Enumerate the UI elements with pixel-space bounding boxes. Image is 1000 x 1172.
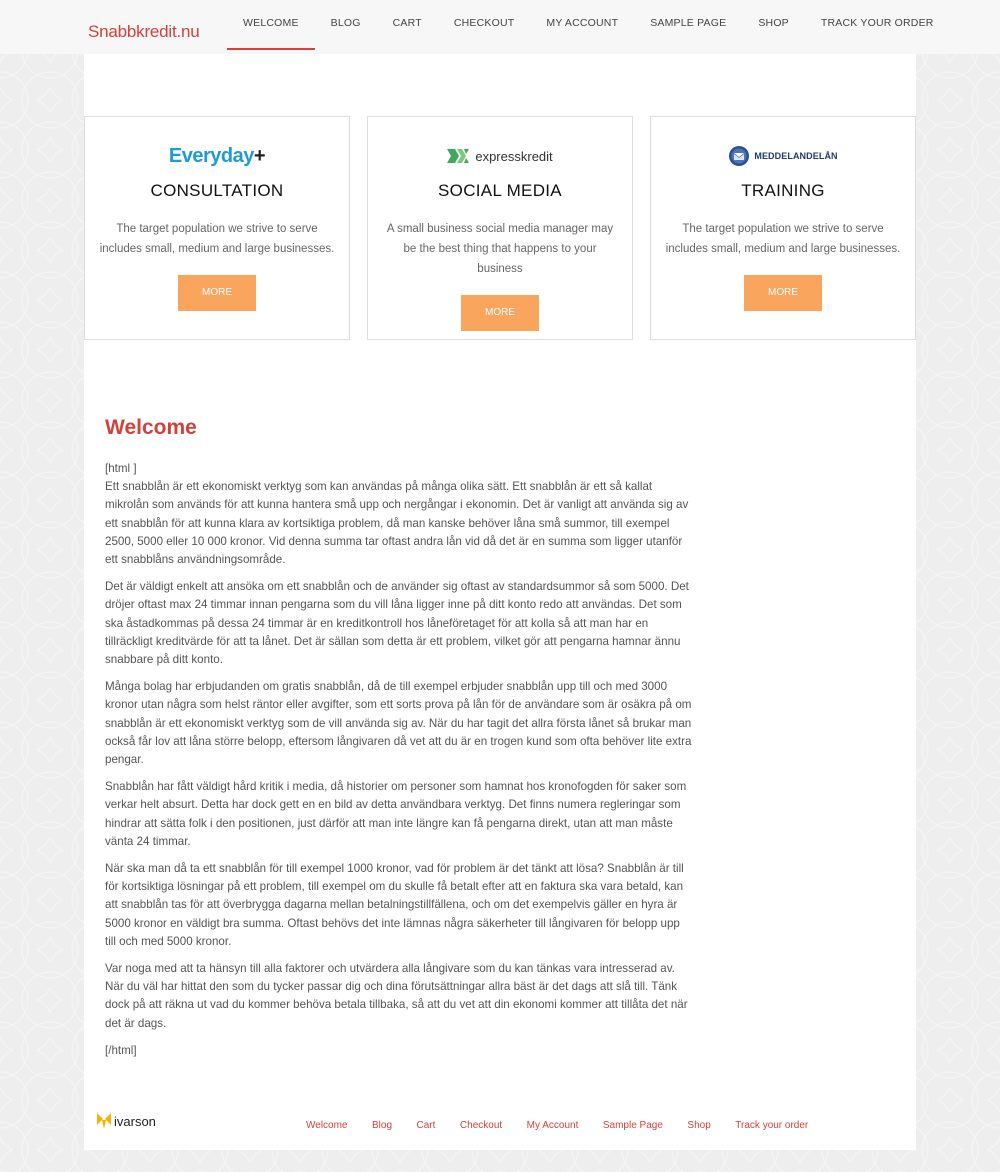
feature-cards: [84, 116, 916, 340]
meddelandelan-logo: [651, 143, 915, 169]
nav-item-track-your-order[interactable]: TRACK YOUR ORDER: [820, 17, 934, 29]
expresskredit-logo: [368, 143, 632, 169]
main-nav: [227, 0, 950, 54]
footer-link-cart[interactable]: Cart: [416, 1120, 436, 1131]
nav-item-my-account[interactable]: MY ACCOUNT: [546, 17, 619, 29]
more-button[interactable]: MORE: [744, 275, 822, 311]
footer-logo[interactable]: [97, 1113, 156, 1129]
nav-item-cart[interactable]: CART: [392, 17, 422, 29]
ivarson-mark-icon: [97, 1113, 111, 1129]
nav-item-welcome[interactable]: WELCOME: [227, 0, 315, 50]
article-paragraph: Många bolag har erbjudanden om gratis snabblån, då de till exempel erbjuder snabblån upp till och med 3000 kronor utan några som helst räntor eller avgifter, som ett sorts prova på lån för de användare som är osäkra på om snabblån är ett ekonomiskt verktyg som de vill använda sig av. När du har tagit det allra första lånet så brukar man också får lov att låna större belopp, eftersom långivaren då vet att du är en trogen kund som ofta behöver lite extra pengar.: [105, 680, 692, 767]
footer-link-track-your-order[interactable]: Track your order: [735, 1120, 809, 1131]
more-button[interactable]: MORE: [461, 295, 539, 331]
nav-item-shop[interactable]: SHOP: [758, 17, 789, 29]
top-bar: [0, 0, 1000, 54]
page-title: Welcome: [105, 416, 197, 439]
nav-item-sample-page[interactable]: SAMPLE PAGE: [650, 17, 727, 29]
article-paragraph: När ska man då ta ett snabblån för till exempel 1000 kronor, vad för problem är det tänkt att lösa? Snabblån är till för kortsiktiga lösningar på ett problem, till exempel om du skulle få betalt efter att en faktura ska vara betald, kan att snabblån tas för att överbrygga dagarna mellan betalningstillfällena, och om det exempelvis gäller en hyra är 5000 kronor en väldigt bra summa. Oftast behövs det inte lämnas några säkerheter till långivaren för belopp upp till och med 5000 kronor.: [105, 862, 684, 948]
more-button[interactable]: MORE: [178, 275, 256, 311]
footer-logo-text: ivarson: [114, 1113, 156, 1129]
article-body: [105, 460, 693, 1069]
card-title: TRAINING: [741, 181, 825, 200]
expresskredit-logo-text: expresskredit: [475, 148, 553, 164]
footer-link-sample-page[interactable]: Sample Page: [602, 1120, 663, 1131]
everyday-plus-logo: [85, 143, 349, 169]
nav-item-blog[interactable]: BLOG: [330, 17, 361, 29]
article-paragraph: Var noga med att ta hänsyn till alla faktorer och utvärdera alla långivare som du kan tänkas vara intresserad av. När du väl har hittat den som du tycker passar dig och dina förutsättningar allra bäst är det dags att slå till. Tänk dock på att räkna ut vad du kommer behöva betala tillbaka, så att du vet att din ekonomi kommer att tillåta det när det är dags.: [105, 962, 688, 1030]
envelope-badge-icon: [728, 145, 750, 167]
article-paragraph: Snabblån har fått väldigt hård kritik i media, då historier om personer som hamnat hos kronofogden för saker som verkar helt absurt. Detta har dock gett en en bild av detta användbara verktyg. Det finns numera regleringar som hindrar att sätta folk i den positionen, just därför att man inte längre kan få pengarna direkt, utan att man måste vänta 24 timmar.: [105, 780, 687, 848]
article-paragraph: Det är väldigt enkelt att ansöka om ett snabblån och de använder sig oftast av standardsummor så som 5000. Det dröjer oftast max 24 timmar innan pengarna som du vill låna ligger inne på ditt konto redo att användas. Det som ska åstadkommas på dessa 24 timmar är en kreditkontroll hos låneföretaget för att kolla så att man har en tillräckligt kreditvärde för att ta lånet. Det är sällan som detta är ett problem, vilket gör att pengarna hamnar ännu snabbare på ditt konto.: [105, 580, 689, 667]
footer-link-shop[interactable]: Shop: [687, 1120, 711, 1131]
card-description: The target population we strive to serve includes small, medium and large businesses.: [99, 223, 335, 255]
everyday-logo-text: Everyday: [168, 144, 254, 167]
main-content: [84, 54, 916, 1150]
article-paragraph: [/html]: [105, 1043, 137, 1057]
nav-item-checkout[interactable]: CHECKOUT: [453, 17, 515, 29]
footer-link-welcome[interactable]: Welcome: [306, 1120, 348, 1131]
card-social-media: [367, 116, 633, 340]
article-paragraph: [html ] Ett snabblån är ett ekonomiskt verktyg som kan användas på många olika sätt. Ett snabblån är ett så kallat mikrolån som används för att kunna hantera små upp och nergångar i ekonomin. Det är vanligt att använda sig av ett snabblån för att kunna klara av kortsiktiga problem, då man kanske behöver låna små summor, till exempel 2500, 5000 eller 10 000 kronor. Vid denna summa tar oftast andra lån vid då det är en summa som ligger utanför ett snabblåns användningsområde.: [105, 462, 689, 567]
site-title[interactable]: Snabbkredit.nu: [88, 22, 200, 41]
footer-link-checkout[interactable]: Checkout: [459, 1120, 503, 1131]
footer-link-blog[interactable]: Blog: [372, 1120, 393, 1131]
card-title: SOCIAL MEDIA: [438, 181, 562, 200]
card-training: [650, 116, 916, 340]
footer-link-my-account[interactable]: My Account: [526, 1120, 579, 1131]
footer-nav: [306, 1120, 833, 1131]
everyday-logo-plus: +: [253, 144, 266, 167]
card-consultation: [84, 116, 350, 340]
card-title: CONSULTATION: [150, 181, 284, 200]
card-description: The target population we strive to serve includes small, medium and large businesses.: [665, 223, 901, 255]
expresskredit-mark-icon: [447, 147, 471, 165]
card-description: A small business social media manager may be the best thing that happens to your business: [386, 223, 614, 275]
meddelandelan-logo-text: MEDDELANDELÅN: [754, 151, 838, 161]
